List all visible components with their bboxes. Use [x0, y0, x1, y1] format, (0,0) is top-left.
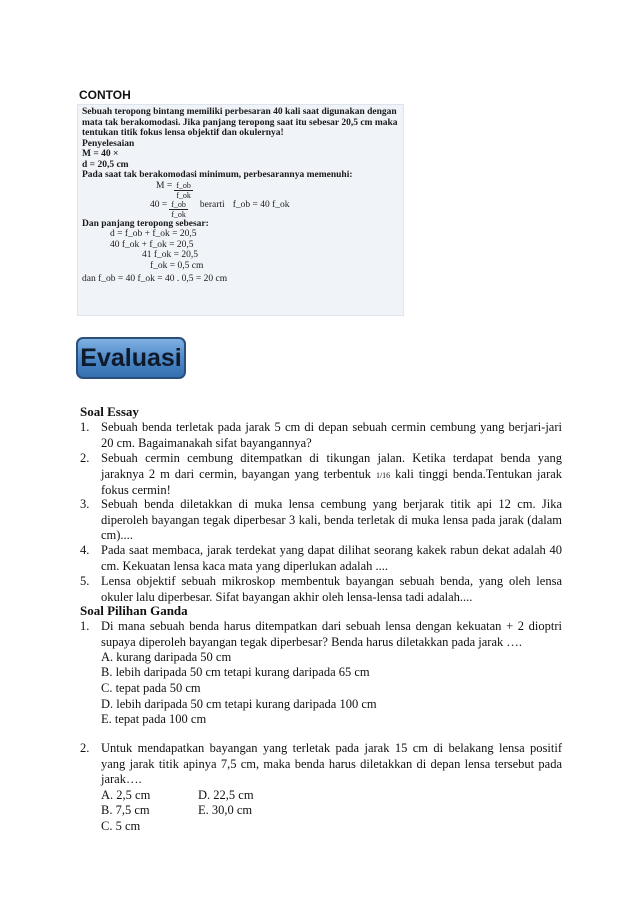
pg-text-2: Untuk mendapatkan bayangan yang terletak pada jarak 15 cm di belakang lensa positif yang jarak titik apinya 7,5 cm, maka benda harus diletakkan di depan lensa tersebut pada jarak….	[101, 741, 562, 786]
pg2-option-d[interactable]: D. 22,5 cm	[198, 788, 254, 802]
pg-question-1	[80, 619, 562, 650]
pg1-option-a[interactable]: A. kurang daripada 50 cm	[101, 650, 232, 664]
pg2-option-c[interactable]: C. 5 cm	[101, 819, 141, 833]
example-forty-fraction: $\frac{f\_ob}{f\_ok}$	[171, 199, 186, 219]
contoh-title: CONTOH	[79, 88, 131, 102]
essay-item-3	[80, 497, 562, 544]
pg-question-2	[80, 741, 562, 788]
example-berarti: berarti	[199, 199, 225, 210]
pg2-option-e[interactable]: E. 30,0 cm	[198, 803, 253, 817]
pg1-option-b[interactable]: B. lebih daripada 50 cm tetapi kurang daripada 65 cm	[101, 665, 370, 679]
example-m-equation	[82, 181, 399, 200]
soal-pg-heading: Soal Pilihan Ganda	[80, 603, 188, 618]
evaluasi-badge: Evaluasi	[76, 337, 186, 379]
soal-essay-heading: Soal Essay	[80, 404, 139, 419]
essay-num-5: 5.	[80, 574, 90, 588]
pg2-option-a[interactable]: A. 2,5 cm	[101, 788, 151, 802]
essay-item-1	[80, 420, 562, 451]
essay-num-3: 3.	[80, 497, 90, 511]
essay-item-5	[80, 574, 562, 605]
example-line-1: d = f_ob + f_ok = 20,5	[110, 229, 197, 239]
essay-text-4: Pada saat membaca, jarak terdekat yang dapat dilihat seorang kakek rabun dekat adalah 40 cm. Kekuatan lensa kaca mata yang diperlukan adalah ....	[101, 543, 562, 573]
essay-text-3: Sebuah benda diletakkan di muka lensa cembung yang berjarak titik api 12 cm. Jika diperoleh bayangan tegak diperbesar 3 kali, benda terletak di muka lensa pada jarak (dalam cm)....	[101, 497, 562, 542]
essay-text-1: Sebuah benda terletak pada jarak 5 cm di depan sebuah cermin cembung yang berjari-jari 20 cm. Bagaimanakah sifat bayangannya?	[101, 420, 562, 450]
example-line-4: f_ok = 0,5 cm	[150, 260, 204, 271]
example-given-m: M = 40 ×	[82, 149, 119, 159]
essay-num-1: 1.	[80, 420, 90, 434]
essay-item-2	[80, 451, 562, 499]
essay-num-4: 4.	[80, 543, 90, 557]
example-berarti-result: f_ob = 40 f_ok	[232, 199, 290, 210]
example-m-label: M =	[156, 180, 173, 191]
example-penyelesaian: Penyelesaian	[82, 138, 135, 149]
example-pada-saat: Pada saat tak berakomodasi minimum, perbesarannya memenuhi:	[82, 170, 353, 180]
essay-item-4	[80, 543, 562, 574]
example-question: Sebuah teropong bintang memiliki perbesaran 40 kali saat digunakan dengan mata tak berakomodasi. Jika panjang teropong saat itu sebesar 20,5 cm maka tentukan titik fokus lensa objektif dan okulernya!	[82, 107, 398, 138]
pg-num-1: 1.	[80, 619, 90, 633]
example-forty-equation	[82, 200, 399, 219]
example-dan-panjang: Dan panjang teropong sebesar:	[82, 218, 209, 229]
pg1-option-e[interactable]: E. tepat pada 100 cm	[101, 712, 207, 726]
example-m-fraction: $\frac{f\_ob}{f\_ok}$	[176, 180, 191, 200]
essay-fraction: 1/16	[375, 470, 391, 480]
example-line-2: 40 f_ok + f_ok = 20,5	[110, 239, 194, 250]
pg1-option-d[interactable]: D. lebih daripada 50 cm tetapi kurang daripada 100 cm	[101, 697, 377, 711]
example-solution-image	[77, 104, 404, 316]
example-final: dan f_ob = 40 f_ok = 40 . 0,5 = 20 cm	[82, 274, 228, 284]
pg-num-2: 2.	[80, 741, 90, 755]
pg1-option-c[interactable]: C. tepat pada 50 cm	[101, 681, 201, 695]
example-line-3: 41 f_ok = 20,5	[142, 250, 199, 260]
pg-text-1: Di mana sebuah benda harus ditempatkan dari sebuah lensa dengan kekuatan + 2 dioptri supaya diperoleh bayangan tegak diperbesar? Benda harus diletakkan pada jarak ….	[101, 619, 562, 649]
essay-text-5: Lensa objektif sebuah mikroskop membentuk bayangan sebuah benda, yang oleh lensa okuler lalu diperbesar. Sifat bayangan akhir oleh lensa-lensa tadi adalah....	[101, 574, 562, 604]
essay-num-2: 2.	[80, 451, 90, 465]
example-forty-label: 40 =	[150, 199, 168, 210]
example-given-d: d = 20,5 cm	[82, 159, 129, 170]
essay-text-2: Sebuah cermin cembung ditempatkan di tikungan jalan. Ketika terdapat benda yang jaraknya 2 m dari cermin, bayangan yang terbentuk 1/16 kali tinggi benda.Tentukan jarak fokus cermin!	[101, 451, 563, 497]
pg2-option-b[interactable]: B. 7,5 cm	[101, 803, 150, 817]
